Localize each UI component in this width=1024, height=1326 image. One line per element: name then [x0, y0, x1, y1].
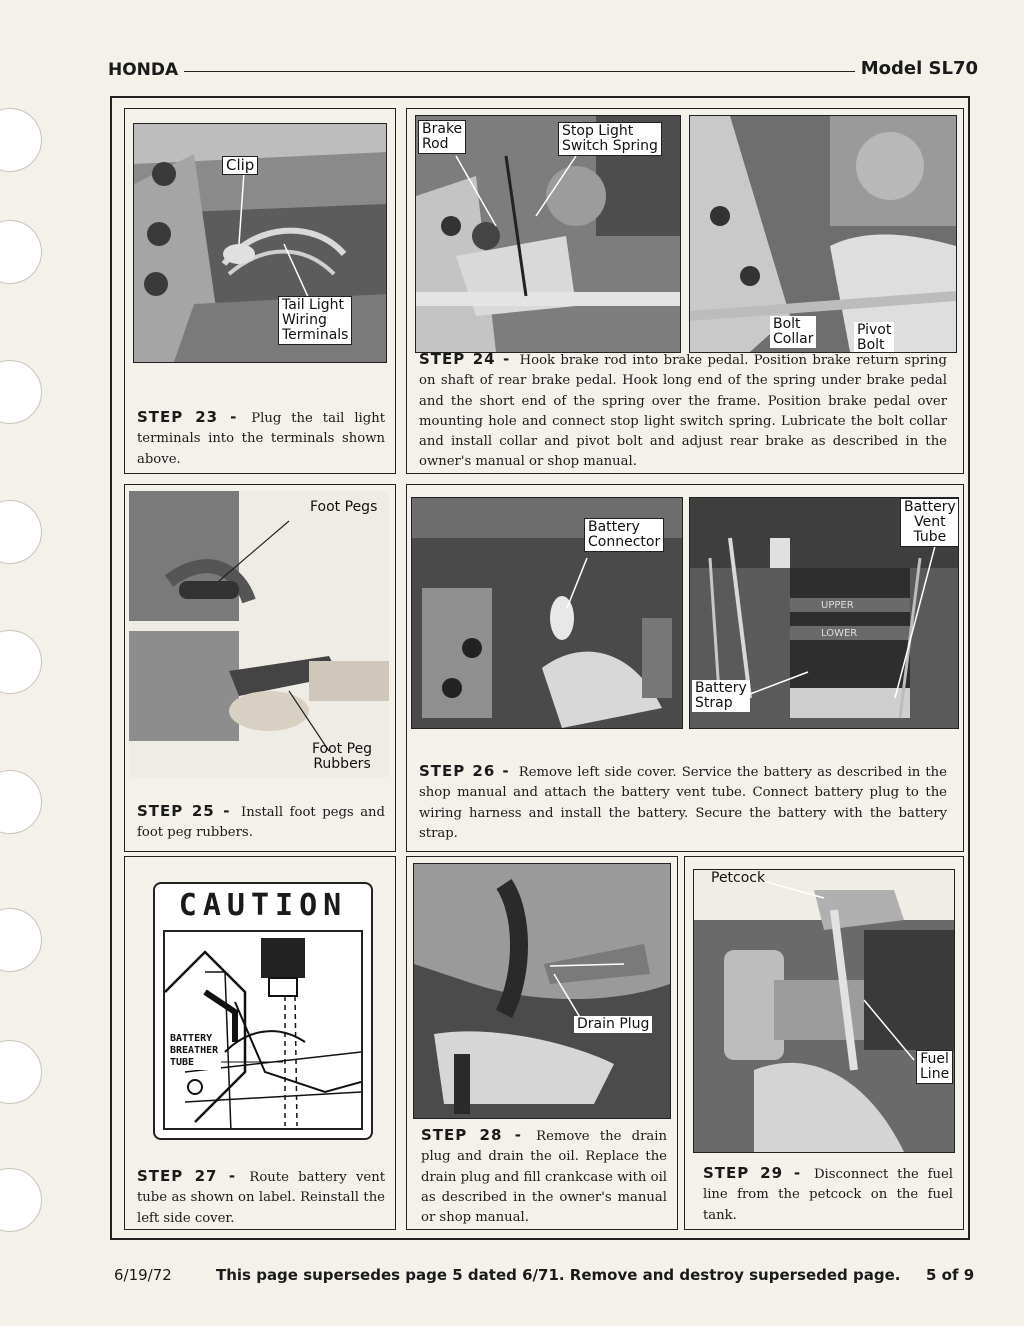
step-23-photo [133, 123, 387, 363]
header-rule [108, 71, 978, 72]
binder-hole [0, 1168, 42, 1232]
step-23-instruction: Plug the tail light terminals into the terminals shown above. [137, 411, 385, 467]
step-28-instruction: Remove the drain plug and drain the oil. Replace the drain plug and fill crankcase with oil as described in the owner's manual or shop manual. [421, 1129, 667, 1226]
step-24-instruction: Hook brake rod into brake pedal. Position brake return spring on shaft of rear brake pedal. Hook long end of the spring under brake pedal and the short end of the spring over the frame. Position brake pedal over mounting hole and connect stop light switch spring. Lubricate the bolt collar and install collar and pivot bolt and adjust rear brake as described in the owner's manual or shop manual. [419, 353, 947, 470]
step-26-photo-left [411, 497, 683, 729]
binder-hole [0, 630, 42, 694]
footer-page-number: 5 of 9 [926, 1266, 975, 1284]
step-26-instruction: Remove left side cover. Service the battery as described in the shop manual and attach the battery vent tube. Connect battery plug to the wiring harness and install the battery. Secure the battery with the battery strap. [419, 765, 947, 841]
step-29-instruction: Disconnect the fuel line from the petcock on the fuel tank. [703, 1167, 953, 1223]
step-28-text [421, 1125, 667, 1228]
stop-light-switch-spring-label: Stop Light Switch Spring [558, 122, 662, 156]
step-29-photo [693, 869, 955, 1153]
battery-breather-tube-label: BATTERY BREATHER TUBE [167, 1032, 221, 1070]
pivot-bolt-label: Pivot Bolt [854, 322, 894, 353]
step-29-panel [684, 856, 964, 1230]
step-28-panel [406, 856, 678, 1230]
pivot-bolt-image [690, 116, 956, 352]
footer-date: 6/19/72 [114, 1266, 172, 1284]
footer-notice: This page supersedes page 5 dated 6/71. Remove and destroy superseded page. [216, 1266, 901, 1284]
clip-label: Clip [222, 156, 258, 175]
caution-title: CAUTION [178, 888, 348, 923]
battery-vent-tube-label: Battery Vent Tube [900, 498, 959, 547]
binder-hole [0, 1040, 42, 1104]
step-26-number: STEP 26 - [419, 762, 510, 780]
step-23-text [137, 407, 385, 470]
step-29-number: STEP 29 - [703, 1164, 802, 1182]
petcock-label: Petcock [711, 870, 766, 886]
bolt-collar-label: Bolt Collar [770, 316, 816, 348]
upper-marking: UPPER [821, 600, 854, 611]
step-23-panel [124, 108, 396, 474]
lower-marking: LOWER [821, 628, 858, 639]
step-25-instruction: Install foot pegs and foot peg rubbers. [137, 805, 385, 841]
fuel-line-label: Fuel Line [916, 1050, 953, 1084]
page-header [108, 60, 978, 84]
step-25-text [137, 801, 385, 844]
drain-plug-label: Drain Plug [574, 1016, 652, 1033]
brake-rod-label: Brake Rod [418, 120, 466, 154]
step-27-number: STEP 27 - [137, 1167, 237, 1185]
binder-hole [0, 500, 42, 564]
step-25-panel [124, 484, 396, 852]
binder-hole [0, 908, 42, 972]
brand-name: HONDA [108, 60, 184, 80]
step-23-number: STEP 23 - [137, 408, 238, 426]
caution-label [153, 882, 373, 1140]
drain-plug-image [414, 864, 670, 1118]
step-28-number: STEP 28 - [421, 1126, 522, 1144]
caution-illustration [163, 930, 363, 1130]
step-25-number: STEP 25 - [137, 802, 231, 820]
step-25-photo [129, 491, 389, 777]
step-26-photo-right [689, 497, 959, 729]
tail-light-wiring-terminals-label: Tail Light Wiring Terminals [278, 296, 352, 345]
step-24-photo-left [415, 115, 681, 353]
battery-connector-label: Battery Connector [584, 518, 664, 552]
foot-pegs-label: Foot Pegs [310, 499, 378, 515]
binder-hole [0, 770, 42, 834]
step-27-instruction: Route battery vent tube as shown on label. Reinstall the left side cover. [137, 1170, 386, 1226]
model-name: Model SL70 [855, 58, 978, 79]
step-24-panel [406, 108, 964, 474]
step-24-number: STEP 24 - [419, 350, 511, 368]
binder-hole [0, 360, 42, 424]
step-26-panel [406, 484, 964, 852]
step-24-text [419, 349, 947, 473]
petcock-fuel-line-image [694, 870, 954, 1152]
step-27-text [137, 1166, 385, 1229]
foot-pegs-image [129, 491, 389, 777]
battery-strap-label: Battery Strap [692, 680, 750, 712]
step-28-photo [413, 863, 671, 1119]
battery-routing-diagram [165, 932, 361, 1128]
step-26-text [419, 761, 947, 844]
step-24-photo-right [689, 115, 957, 353]
step-29-text [703, 1163, 953, 1226]
binder-hole [0, 108, 42, 172]
binder-hole [0, 220, 42, 284]
foot-peg-rubbers-label: Foot Peg Rubbers [312, 741, 373, 772]
